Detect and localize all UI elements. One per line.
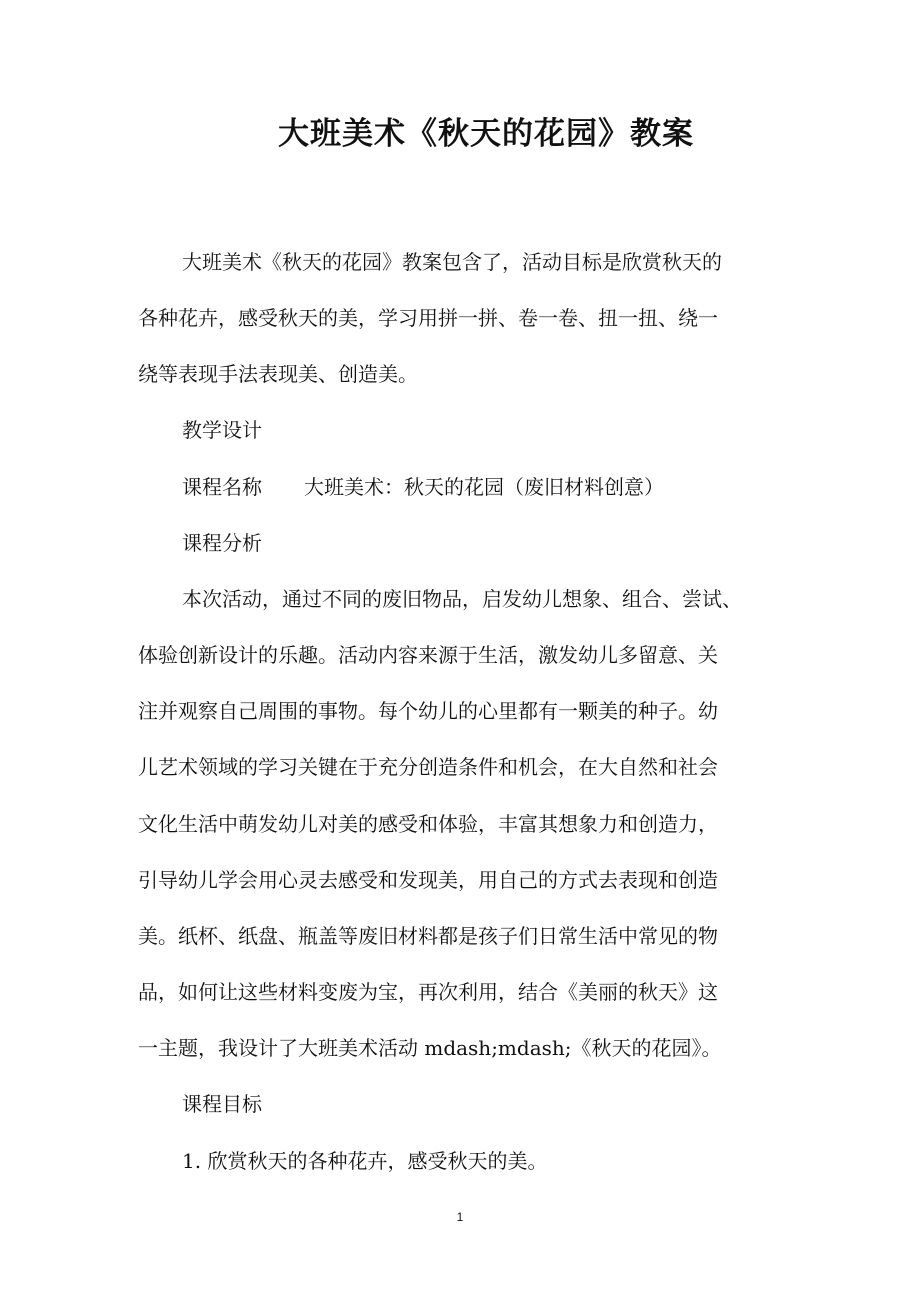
goal-item-1: 1. 欣赏秋天的各种花卉，感受秋天的美。: [182, 1149, 548, 1173]
analysis-line-6: 引导幼儿学会用心灵去感受和发现美，用自己的方式去表现和创造: [138, 868, 718, 892]
analysis-line-9: 一主题，我设计了大班美术活动 mdash;mdash;《秋天的花园》。: [138, 1036, 722, 1060]
intro-line-2: 各种花卉，感受秋天的美，学习用拼一拼、卷一卷、扭一扭、绕一: [138, 306, 718, 330]
document-title: 大班美术《秋天的花园》教案: [278, 116, 694, 152]
heading-course-goals: 课程目标: [182, 1092, 262, 1116]
analysis-line-8: 品，如何让这些材料变废为宝，再次利用，结合《美丽的秋天》这: [138, 980, 718, 1004]
page-number: 1: [456, 1210, 464, 1224]
analysis-line-5: 文化生活中萌发幼儿对美的感受和体验，丰富其想象力和创造力，: [138, 812, 718, 836]
analysis-line-2: 体验创新设计的乐趣。活动内容来源于生活，激发幼儿多留意、关: [138, 643, 718, 667]
analysis-line-3: 注并观察自己周围的事物。每个幼儿的心里都有一颗美的种子。幼: [138, 699, 718, 723]
intro-line-1: 大班美术《秋天的花园》教案包含了，活动目标是欣赏秋天的: [182, 250, 722, 274]
analysis-line-7: 美。纸杯、纸盘、瓶盖等废旧材料都是孩子们日常生活中常见的物: [138, 924, 718, 948]
course-name-row: [182, 472, 832, 502]
analysis-line-1: 本次活动，通过不同的废旧物品，启发幼儿想象、组合、尝试、: [182, 587, 742, 611]
course-name-value: 大班美术：秋天的花园（废旧材料创意）: [304, 475, 664, 499]
course-name-label: 课程名称: [182, 475, 262, 499]
analysis-line-4: 儿艺术领域的学习关键在于充分创造条件和机会，在大自然和社会: [138, 755, 718, 779]
heading-course-analysis: 课程分析: [182, 531, 262, 555]
heading-teaching-design: 教学设计: [182, 418, 262, 442]
intro-line-3: 绕等表现手法表现美、创造美。: [138, 362, 418, 386]
